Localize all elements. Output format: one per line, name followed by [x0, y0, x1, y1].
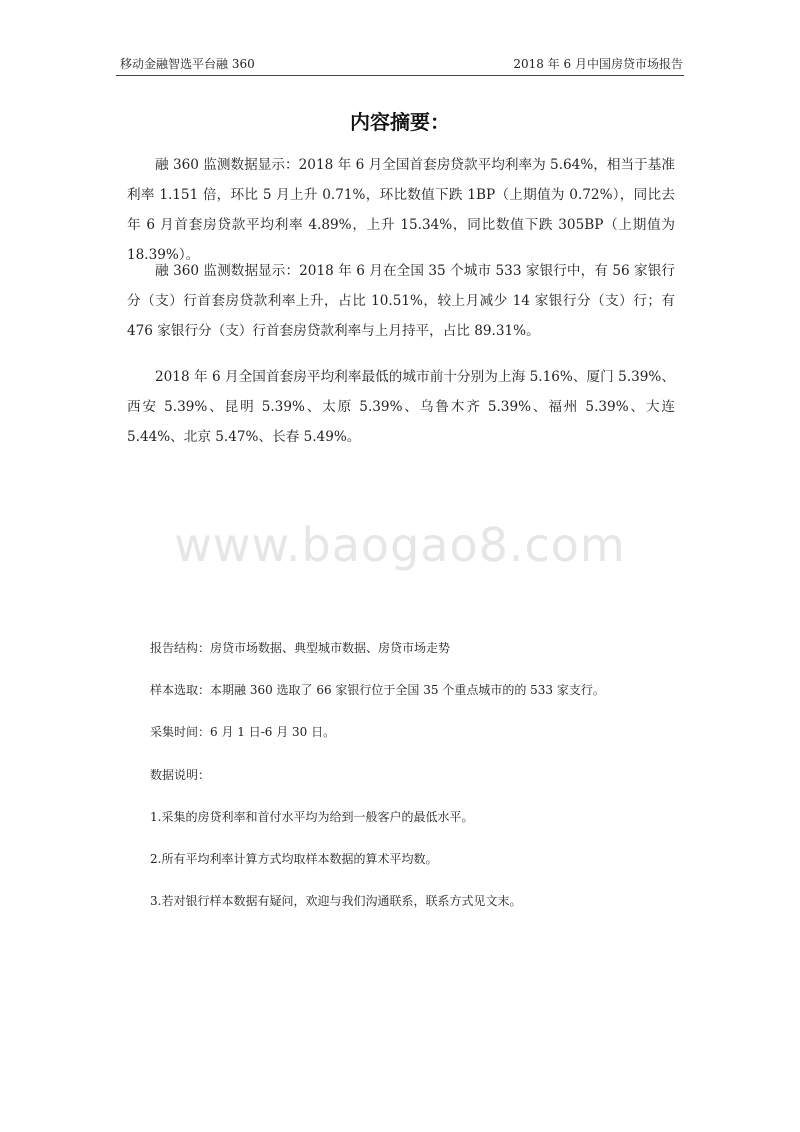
note-report-structure: 报告结构：房贷市场数据、典型城市数据、房贷市场走势	[150, 641, 451, 655]
watermark: www.baogao8.com	[174, 518, 626, 572]
note-sample-selection: 样本选取：本期融 360 选取了 66 家银行位于全国 35 个重点城市的的 533 家支行。	[150, 683, 605, 697]
note-item-1: 1.采集的房贷利率和首付水平均为给到一般客户的最低水平。	[150, 810, 474, 824]
note-item-2: 2.所有平均利率计算方式均取样本数据的算术平均数。	[150, 852, 438, 866]
abstract-title: 内容摘要：	[350, 110, 450, 134]
note-collection-time: 采集时间：6 月 1 日-6 月 30 日。	[150, 725, 336, 739]
header-right-text: 2018 年 6 月中国房贷市场报告	[513, 57, 683, 71]
header-left-text: 移动金融智选平台融 360	[120, 57, 255, 71]
abstract-paragraph-1: 融 360 监测数据显示：2018 年 6 月全国首套房贷款平均利率为 5.64%，相当于基准利率 1.151 倍，环比 5 月上升 0.71%，环比数值下跌 1BP（上期值为 0.72%），同比去年 6 月首套房贷款平均利率 4.89%，上升 15.34%，同比数值下跌 305BP（上期值为 18.39%）。	[127, 157, 675, 263]
abstract-paragraph-3: 2018 年 6 月全国首套房平均利率最低的城市前十分别为上海 5.16%、厦门 5.39%、西安 5.39%、昆明 5.39%、太原 5.39%、乌鲁木齐 5.39%、福州 5.39%、大连 5.44%、北京 5.47%、长春 5.49%。	[127, 369, 675, 445]
header-divider	[116, 75, 684, 76]
note-item-3: 3.若对银行样本数据有疑问，欢迎与我们沟通联系，联系方式见文末。	[150, 894, 522, 908]
abstract-paragraph-2: 融 360 监测数据显示：2018 年 6 月在全国 35 个城市 533 家银行中，有 56 家银行分（支）行首套房贷款利率上升，占比 10.51%，较上月减少 14 家银行分（支）行；有 476 家银行分（支）行首套房贷款利率与上月持平，占比 89.31%。	[127, 263, 675, 339]
note-data-explanation-heading: 数据说明：	[150, 768, 211, 782]
